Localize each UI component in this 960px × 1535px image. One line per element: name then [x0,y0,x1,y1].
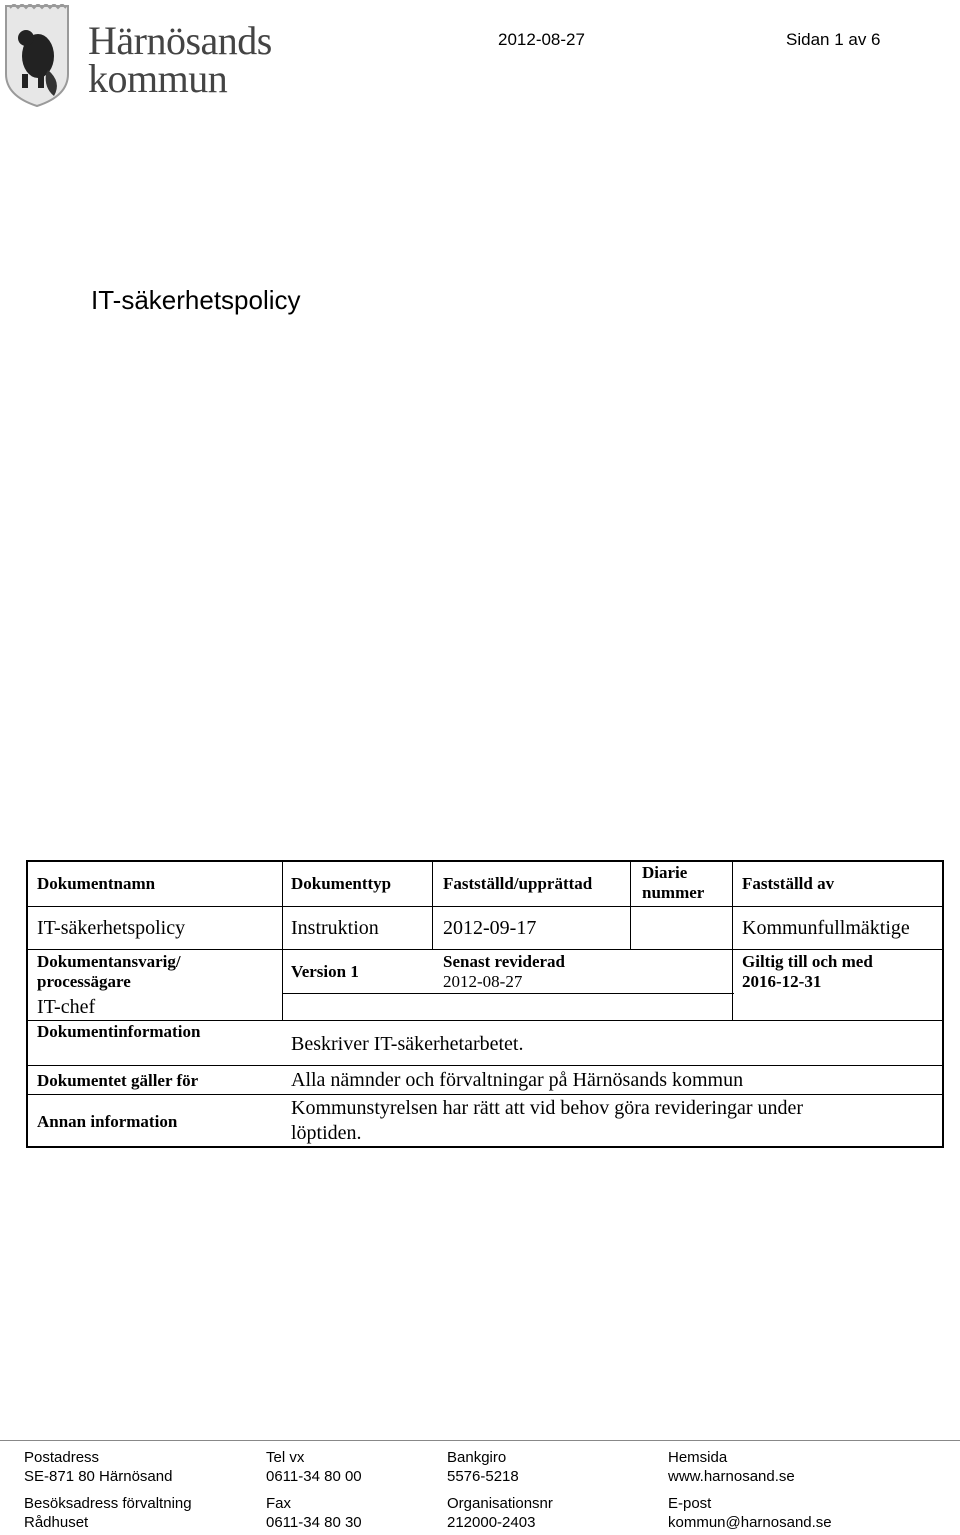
label-applies-to: Dokumentet gäller för [37,1071,199,1090]
document-info-table [26,860,944,1148]
footer-orgnr-value: 212000-2403 [447,1514,536,1531]
table-border-bottom [26,1146,944,1148]
value-document-type: Instruktion [291,917,379,939]
label-owner-line-1: Dokumentansvarig/ [37,952,181,971]
municipality-logo [4,4,304,108]
value-valid-until: 2016-12-31 [742,972,822,991]
table-border-left [26,860,28,1148]
table-rule [282,993,734,994]
coat-of-arms-icon [4,4,70,108]
value-other-information-line-2: löptiden. [291,1122,362,1144]
table-rule [732,860,733,1020]
value-document-information: Beskriver IT-säkerhetarbetet. [291,1033,524,1055]
header-document-type: Dokumenttyp [291,874,392,893]
table-rule [26,1094,944,1095]
table-border-right [942,860,944,1148]
footer-orgnr-label: Organisationsnr [447,1495,553,1512]
footer-email-link[interactable]: kommun@harnosand.se [668,1514,832,1531]
footer-fax-value: 0611-34 80 30 [266,1514,362,1531]
label-other-information: Annan information [37,1112,178,1131]
footer-postal-label: Postadress [24,1449,100,1466]
label-last-revised: Senast reviderad [443,952,565,971]
footer-phone-value: 0611-34 80 00 [266,1468,362,1485]
value-applies-to: Alla nämnder och förvaltningar på Härnösands kommun [291,1069,744,1091]
header-diary-line-1: Diarie [642,863,688,882]
header-document-name: Dokumentnamn [37,874,156,893]
footer-phone-label: Tel vx [266,1449,305,1466]
table-rule [630,860,631,949]
footer-bankgiro-value: 5576-5218 [447,1468,519,1485]
header-date: 2012-08-27 [498,30,585,49]
label-owner-line-2: processägare [37,972,131,991]
value-version: Version 1 [291,962,359,981]
value-established: 2012-09-17 [443,917,537,939]
footer-email-label: E-post [668,1495,712,1512]
table-rule [26,1065,944,1066]
value-last-revised: 2012-08-27 [443,972,523,991]
footer-website-label: Hemsida [668,1449,728,1466]
footer-website-link[interactable]: www.harnosand.se [668,1468,795,1485]
table-rule [26,906,944,907]
footer-divider [0,1440,960,1441]
header-established: Fastställd/upprättad [443,874,593,893]
label-valid-until: Giltig till och med [742,952,873,971]
header-established-by: Fastställd av [742,874,835,893]
logo-wordmark [88,18,272,101]
header-diary-line-2: nummer [642,883,705,902]
footer-visit-label: Besöksadress förvaltning [24,1495,192,1512]
footer-postal-value: SE-871 80 Härnösand [24,1468,173,1485]
footer-bankgiro-label: Bankgiro [447,1449,507,1466]
page-indicator: Sidan 1 av 6 [786,30,881,49]
table-rule [432,860,433,949]
footer-visit-value: Rådhuset [24,1514,89,1531]
document-title: IT-säkerhetspolicy [91,285,301,315]
table-rule [282,860,283,1020]
value-other-information-line-1: Kommunstyrelsen har rätt att vid behov göra revideringar under [291,1097,804,1119]
logo-line-1: Härnösands [88,18,272,63]
table-border-top [26,860,944,862]
table-rule [26,949,944,950]
logo-line-2: kommun [88,56,228,101]
value-established-by: Kommunfullmäktige [742,917,910,939]
label-document-information: Dokumentinformation [37,1022,201,1041]
value-document-name: IT-säkerhetspolicy [37,917,186,939]
footer-fax-label: Fax [266,1495,292,1512]
value-owner: IT-chef [37,996,96,1018]
table-rule [26,1020,944,1021]
